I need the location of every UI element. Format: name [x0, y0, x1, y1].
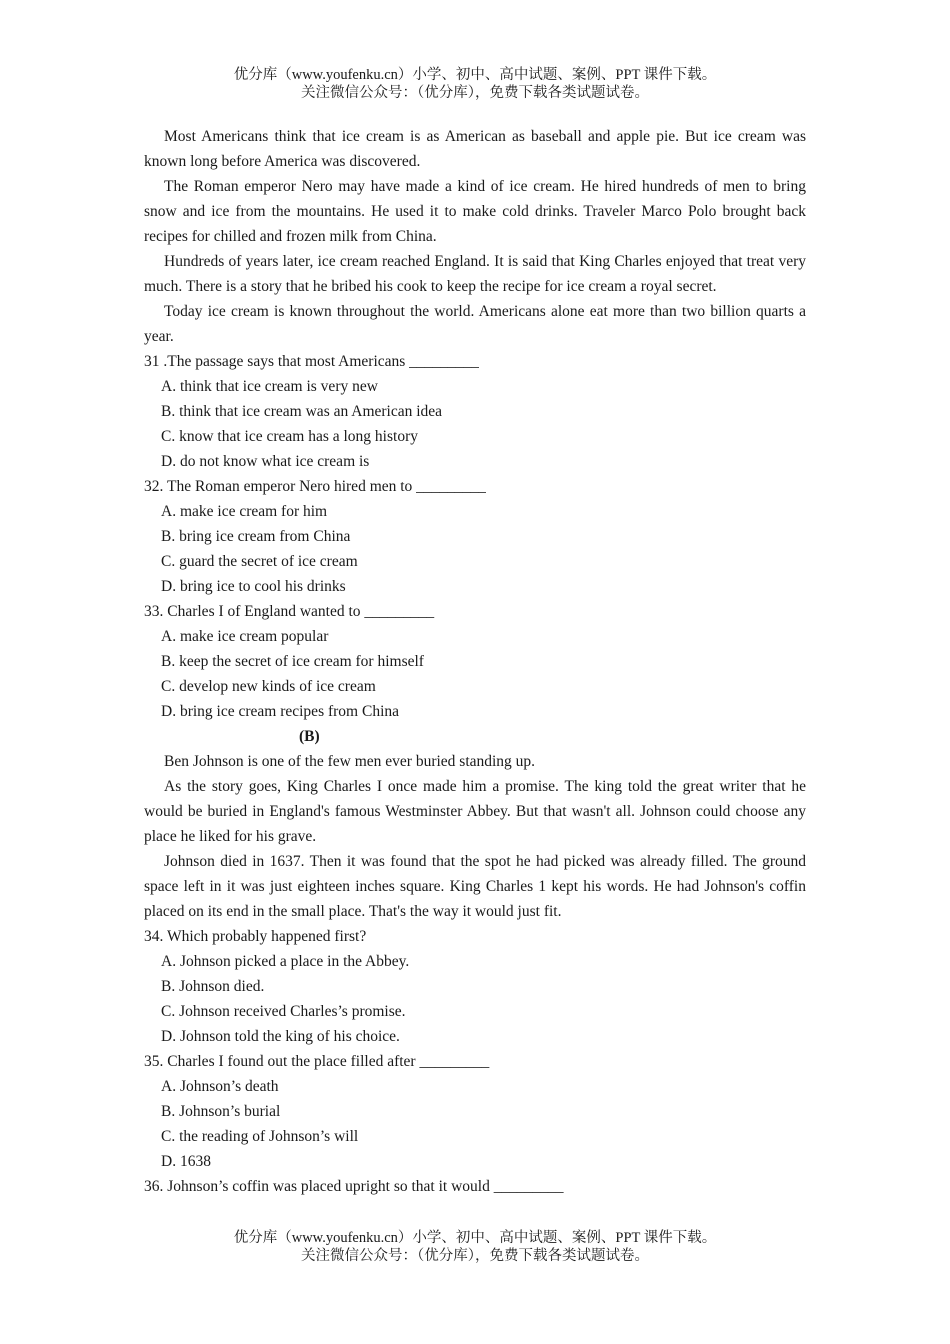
- question-31: 31 .The passage says that most Americans _________: [144, 353, 479, 370]
- passage-a-paragraph: The Roman emperor Nero may have made a kind of ice cream. He hired hundreds of men to bring snow and ice from the mountains. He used it to make cold drinks. Traveler Marco Polo brought back recipes for chilled and frozen milk from China.: [144, 178, 806, 245]
- option-34b: B. Johnson died.: [161, 978, 265, 995]
- option-33d: D. bring ice cream recipes from China: [161, 703, 400, 720]
- option-32b: B. bring ice cream from China: [161, 528, 351, 545]
- option-31b: B. think that ice cream was an American idea: [161, 403, 443, 420]
- question-34: 34. Which probably happened first?: [144, 928, 367, 945]
- question-35: 35. Charles I found out the place filled after _________: [144, 1053, 490, 1070]
- question-33: 33. Charles I of England wanted to _________: [144, 603, 435, 620]
- section-b-heading: (B): [299, 728, 320, 745]
- option-33b: B. keep the secret of ice cream for himself: [161, 653, 424, 670]
- header-line-1: 优分库（www.youfenku.cn）小学、初中、高中试题、案例、PPT 课件下载。: [233, 67, 717, 83]
- question-32: 32. The Roman emperor Nero hired men to _________: [144, 478, 486, 495]
- passage-a-paragraph: Hundreds of years later, ice cream reached England. It is said that King Charles enjoyed that treat very much. There is a story that he bribed his cook to keep the recipe for ice cream a royal secret.: [144, 253, 806, 295]
- document-content: [144, 124, 806, 1199]
- passage-b-paragraph: Johnson died in 1637. Then it was found that the spot he had picked was already filled. The ground space left in it was just eighteen inches square. King Charles 1 kept his words. He had Johnson's coffin placed on its end in the small place. That's the way it would just fit.: [144, 853, 806, 920]
- header-line-2: 关注微信公众号：（优分库），免费下载各类试题试卷。: [301, 85, 649, 101]
- option-31d: D. do not know what ice cream is: [161, 453, 370, 470]
- passage-a-paragraph: Today ice cream is known throughout the world. Americans alone eat more than two billion quarts a year.: [144, 303, 806, 345]
- passage-a-paragraph: Most Americans think that ice cream is as American as baseball and apple pie. But ice cream was known long before America was discovered.: [144, 128, 806, 170]
- option-33c: C. develop new kinds of ice cream: [161, 678, 376, 695]
- passage-b-paragraph: Ben Johnson is one of the few men ever buried standing up.: [164, 753, 536, 770]
- option-32a: A. make ice cream for him: [161, 503, 328, 520]
- footer-line-1: 优分库（www.youfenku.cn）小学、初中、高中试题、案例、PPT 课件下载。: [233, 1230, 717, 1246]
- option-34d: D. Johnson told the king of his choice.: [161, 1028, 400, 1045]
- option-31c: C. know that ice cream has a long history: [161, 428, 418, 445]
- option-35b: B. Johnson’s burial: [161, 1103, 281, 1120]
- footer-line-2: 关注微信公众号：（优分库），免费下载各类试题试卷。: [301, 1248, 649, 1264]
- passage-b-paragraph: As the story goes, King Charles I once made him a promise. The king told the great writer that he would be buried in England's famous Westminster Abbey. But that wasn't all. Johnson could choose any place he liked for his grave.: [144, 778, 806, 845]
- option-35c: C. the reading of Johnson’s will: [161, 1128, 359, 1145]
- footer-banner: [0, 1229, 950, 1265]
- option-35d: D. 1638: [161, 1153, 211, 1170]
- option-34a: A. Johnson picked a place in the Abbey.: [161, 953, 410, 970]
- question-36: 36. Johnson’s coffin was placed upright so that it would _________: [144, 1178, 564, 1195]
- header-banner: [0, 66, 950, 102]
- option-34c: C. Johnson received Charles’s promise.: [161, 1003, 406, 1020]
- option-33a: A. make ice cream popular: [161, 628, 329, 645]
- option-32d: D. bring ice to cool his drinks: [161, 578, 346, 595]
- option-32c: C. guard the secret of ice cream: [161, 553, 358, 570]
- option-35a: A. Johnson’s death: [161, 1078, 279, 1095]
- option-31a: A. think that ice cream is very new: [161, 378, 378, 395]
